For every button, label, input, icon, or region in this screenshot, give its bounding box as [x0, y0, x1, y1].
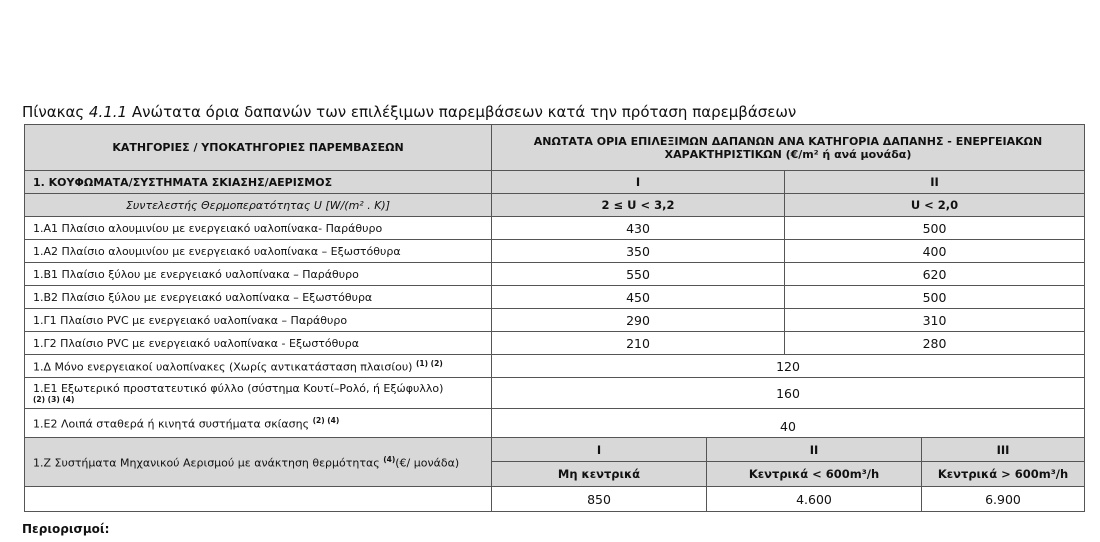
row-d-value: 120	[492, 355, 1085, 378]
row-e2-value: 40	[492, 409, 1085, 438]
section-col-1: I	[492, 171, 785, 194]
table-row-d	[25, 355, 1085, 378]
caption-number: 4.1.1	[88, 103, 128, 121]
row-label: 1.Β2 Πλαίσιο ξύλου με ενεργειακό υαλοπίνακα – Εξωστόθυρα	[25, 286, 492, 309]
table-caption	[22, 103, 796, 121]
row-e2-refs: (2) (4)	[312, 415, 340, 425]
row-d-refs: (1) (2)	[415, 358, 443, 368]
row-value-1: 450	[492, 286, 785, 309]
header-row	[25, 125, 1085, 171]
row-label	[25, 378, 492, 409]
row-value-2: 500	[785, 217, 1085, 240]
row-label: 1.Α1 Πλαίσιο αλουμινίου με ενεργειακό υαλοπίνακα- Παράθυρο	[25, 217, 492, 240]
section-title: 1. ΚΟΥΦΩΜΑΤΑ/ΣΥΣΤΗΜΑΤΑ ΣΚΙΑΣΗΣ/ΑΕΡΙΣΜΟΣ	[25, 171, 492, 194]
section-col-2: II	[785, 171, 1085, 194]
row-z-label-a: 1.Ζ Συστήματα Μηχανικού Αερισμού με ανάκτηση θερμότητας	[33, 456, 384, 470]
row-z-col-3: III	[922, 438, 1085, 462]
row-value-1: 550	[492, 263, 785, 286]
row-z-refs: (4)	[383, 455, 396, 465]
caption-text: Ανώτατα όρια δαπανών των επιλέξιμων παρεμβάσεων κατά την πρόταση παρεμβάσεων	[127, 103, 797, 121]
row-e1-value: 160	[492, 378, 1085, 409]
header-categories: ΚΑΤΗΓΟΡΙΕΣ / ΥΠΟΚΑΤΗΓΟΡΙΕΣ ΠΑΡΕΜΒΑΣΕΩΝ	[25, 125, 492, 171]
u-range-2: U < 2,0	[785, 194, 1085, 217]
u-value-row	[25, 194, 1085, 217]
row-z-label	[25, 438, 492, 487]
table-row-e2	[25, 409, 1085, 438]
table-row	[25, 309, 1085, 332]
restrictions-heading: Περιορισμοί:	[22, 522, 110, 536]
row-label	[25, 409, 492, 438]
row-label: 1.Γ2 Πλαίσιο PVC με ενεργειακό υαλοπίνακα - Εξωστόθυρα	[25, 332, 492, 355]
caption-prefix: Πίνακας	[22, 103, 89, 121]
row-label	[25, 355, 492, 378]
header-limits: ΑΝΩΤΑΤΑ ΟΡΙΑ ΕΠΙΛΕΞΙΜΩΝ ΔΑΠΑΝΩΝ ΑΝΑ ΚΑΤΗΓΟΡΙΑ ΔΑΠΑΝΗΣ - ΕΝΕΡΓΕΙΑΚΩΝ ΧΑΡΑΚΤΗΡΙΣΤΙΚΩΝ (€/m² ή ανά μονάδα)	[492, 125, 1085, 171]
table-row	[25, 217, 1085, 240]
row-value-2: 400	[785, 240, 1085, 263]
u-label: Συντελεστής Θερμοπερατότητας U [W/(m² . K)]	[25, 194, 492, 217]
table-row	[25, 332, 1085, 355]
row-z-type-1: Μη κεντρικά	[492, 462, 707, 487]
row-label: 1.Β1 Πλαίσιο ξύλου με ενεργειακό υαλοπίνακα – Παράθυρο	[25, 263, 492, 286]
row-z-col-2: II	[707, 438, 922, 462]
row-value-2: 310	[785, 309, 1085, 332]
cost-limits-table	[24, 124, 1085, 512]
row-z-type-2: Κεντρικά < 600m³/h	[707, 462, 922, 487]
table-row-z-cols	[25, 438, 1085, 462]
row-z-col-1: I	[492, 438, 707, 462]
row-d-label: 1.Δ Μόνο ενεργειακοί υαλοπίνακες (Χωρίς αντικατάσταση πλαισίου)	[33, 360, 413, 374]
row-value-2: 280	[785, 332, 1085, 355]
row-z-value-1: 850	[492, 487, 707, 512]
row-z-value-3: 6.900	[922, 487, 1085, 512]
u-range-1: 2 ≤ U < 3,2	[492, 194, 785, 217]
table-row	[25, 286, 1085, 309]
row-label: 1.Α2 Πλαίσιο αλουμινίου με ενεργειακό υαλοπίνακα – Εξωστόθυρα	[25, 240, 492, 263]
section-row	[25, 171, 1085, 194]
table-row	[25, 240, 1085, 263]
row-z-label-b: (€/ μονάδα)	[395, 456, 460, 470]
table-row	[25, 263, 1085, 286]
row-value-1: 350	[492, 240, 785, 263]
row-value-1: 430	[492, 217, 785, 240]
row-e1-refs: (2) (3) (4)	[33, 394, 75, 404]
row-value-1: 290	[492, 309, 785, 332]
row-z-type-3: Κεντρικά > 600m³/h	[922, 462, 1085, 487]
row-z-empty	[25, 487, 492, 512]
row-e2-label: 1.Ε2 Λοιπά σταθερά ή κινητά συστήματα σκίασης	[33, 417, 310, 431]
row-e1-label: 1.Ε1 Εξωτερικό προστατευτικό φύλλο (σύστημα Κουτί–Ρολό, ή Εξώφυλλο)	[33, 381, 444, 395]
row-label: 1.Γ1 Πλαίσιο PVC με ενεργειακό υαλοπίνακα – Παράθυρο	[25, 309, 492, 332]
row-value-2: 620	[785, 263, 1085, 286]
row-z-value-2: 4.600	[707, 487, 922, 512]
table-row-z-values	[25, 487, 1085, 512]
table-row-e1	[25, 378, 1085, 409]
row-value-1: 210	[492, 332, 785, 355]
row-value-2: 500	[785, 286, 1085, 309]
